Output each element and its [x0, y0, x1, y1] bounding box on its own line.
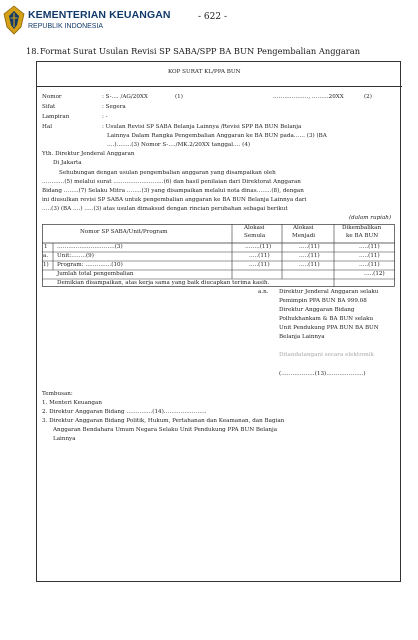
signatory-name: (………………(13)………………..): [279, 371, 366, 377]
nomor-ref: (1): [175, 94, 183, 100]
total-label: Jumlah total pengembalian: [57, 271, 134, 277]
page-header: [0, 0, 418, 40]
body-line-4: ini diusulkan revisi SP SABA untuk pengembalian anggaran ke BA BUN Belanja Lainnya dari: [42, 197, 307, 203]
section-title: [26, 46, 360, 56]
row-3-menjadi: …..(11): [299, 262, 320, 268]
ministry-emblem-icon: [3, 5, 25, 35]
row-3-dikembalikan: …..(11): [359, 262, 380, 268]
row-2-index: a.: [43, 253, 49, 259]
row-2-semula: …..(11): [249, 253, 270, 259]
cc-item-3-cont: Anggaran Bendahara Umum Negara Selaku Unit Pendukung PPA BUN Belanja: [53, 427, 278, 433]
currency-note: (dalam rupiah): [349, 215, 392, 221]
row-1-label: ………………………….(3): [57, 244, 123, 250]
signature-line-4: Polhukhankam & BA BUN selaku: [279, 316, 374, 322]
date-ref: (2): [364, 94, 372, 100]
nomor-value: : S-.... /AG/20XX: [102, 94, 148, 100]
sifat-label: Sifat: [42, 104, 56, 110]
hal-label: Hal: [42, 124, 53, 130]
col-header-semula-1: Alokasi: [244, 225, 265, 231]
page-number: - 622 -: [198, 12, 227, 22]
hal-line-1: : Usulan Revisi SP SABA Belanja Lainnya /Revisi SPP BA BUN Belanja: [102, 124, 302, 130]
section-number: 18.: [26, 46, 40, 56]
cc-title: Tembusan:: [42, 391, 73, 397]
body-line-5: …..(3) (BA ….) …..(3) atas usulan dimaksud dengan rincian perubahan sebagai berikut: [42, 206, 288, 212]
body-line-3: Bidang ……..(7) Selaku Mitra ……..(3) yang disampaikan melalui nota dinas……..(8), dengan: [42, 188, 304, 194]
col-header-dikembalikan-1: Dikembalikan: [342, 225, 382, 231]
signature-line-5: Unit Pendukung PPA BUN BA BUN: [279, 325, 379, 331]
row-1-index: 1: [44, 244, 48, 250]
total-value: …..(12): [364, 271, 385, 277]
row-1-dikembalikan: …..(11): [359, 244, 380, 250]
row-3-label: Program: …………..(10): [57, 262, 123, 268]
col-header-nomor: Nomor SP SABA/Unit/Program: [80, 229, 168, 235]
country-name: REPUBLIK INDONESIA: [28, 23, 104, 30]
row-1-semula: ……..(11): [245, 244, 272, 250]
cc-item-2: 2. Direktur Anggaran Bidang …………..(14)…………………..: [42, 409, 207, 415]
signature-line-6: Belanja Lainnya: [279, 334, 325, 340]
signature-line-2: Pemimpin PPA BUN BA 999.08: [279, 298, 367, 304]
row-3-semula: …..(11): [249, 262, 270, 268]
signature-an: a.n.: [258, 289, 269, 295]
signature-line-1: Direktur Jenderal Anggaran selaku: [279, 289, 379, 295]
col-header-menjadi-1: Alokasi: [293, 225, 314, 231]
date-value: ………………., ………20XX: [273, 94, 344, 100]
letter-template-box: [36, 61, 401, 582]
row-2-dikembalikan: …..(11): [359, 253, 380, 259]
cc-item-3-cont-2: Lainnya: [53, 436, 76, 442]
col-header-dikembalikan-2: ke BA BUN: [346, 233, 379, 239]
row-1-menjadi: …..(11): [299, 244, 320, 250]
addressee-line-2: Di Jakarta: [53, 160, 82, 166]
letterhead-placeholder: KOP SURAT KL/PPA BUN: [168, 69, 241, 75]
row-2-menjadi: …..(11): [299, 253, 320, 259]
signature-line-3: Direktur Anggaran Bidang: [279, 307, 355, 313]
closing-text: Demikian disampaikan, atas kerja sama yang baik diucapkan terima kasih.: [57, 280, 270, 286]
sifat-value: : Segera: [102, 104, 126, 110]
row-3-index: 1): [43, 262, 49, 268]
lampiran-label: Lampiran: [42, 114, 70, 120]
col-header-semula-2: Semula: [244, 233, 266, 239]
body-line-2: …………(5) melalui surat ………………………(6) dan hasil penilaian dari Direktorat Anggaran: [42, 179, 301, 185]
e-signature-note: Ditandatangani secara elektronik: [279, 352, 374, 358]
body-line-1: Sehubungan dengan usulan pengembalian anggaran yang disampaikan oleh: [59, 170, 276, 176]
col-header-menjadi-2: Menjadi: [292, 233, 316, 239]
section-title-text: Format Surat Usulan Revisi SP SABA/SPP BA BUN Pengembalian Anggaran: [40, 46, 361, 56]
letterhead-divider: [37, 86, 402, 87]
nomor-label: Nomor: [42, 94, 62, 100]
row-2-label: Unit:……..(9): [57, 253, 94, 259]
addressee-line-1: Yth. Direktur Jenderal Anggaran: [42, 151, 135, 157]
cc-item-1: 1. Menteri Keuangan: [42, 400, 102, 406]
lampiran-value: : -: [102, 114, 108, 120]
hal-line-2: Lainnya Dalam Rangka Pengembalian Anggaran ke BA BUN pada…… (3) (BA: [107, 133, 327, 139]
ministry-name: KEMENTERIAN KEUANGAN: [28, 9, 171, 21]
cc-item-3: 3. Direktur Anggaran Bidang Politik, Hukum, Pertahanan dan Keamanan, dan Bagian: [42, 418, 285, 424]
hal-line-3: ….)……..(3) Nomor S-…./MK.2/20XX tanggal…. (4): [107, 142, 251, 148]
